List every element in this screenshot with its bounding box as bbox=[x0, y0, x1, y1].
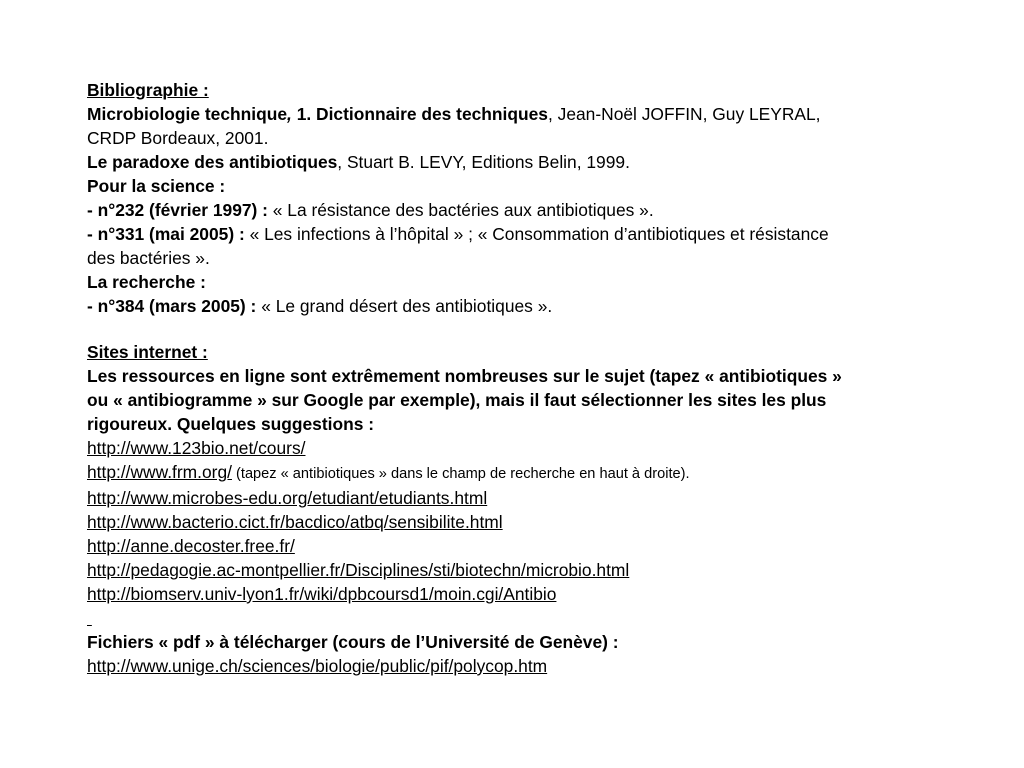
site-link[interactable]: http://anne.decoster.free.fr/ bbox=[87, 536, 295, 556]
pour-la-science-item bbox=[87, 222, 967, 246]
empty-underlined-space bbox=[87, 608, 92, 628]
sites-heading: Sites internet : bbox=[87, 342, 208, 362]
document-page bbox=[87, 78, 967, 678]
sites-intro: rigoureux. Quelques suggestions : bbox=[87, 414, 374, 434]
site-link-row bbox=[87, 534, 967, 558]
article-title: « Le grand désert des antibiotiques ». bbox=[256, 296, 553, 316]
site-link-row bbox=[87, 510, 967, 534]
reference-levy bbox=[87, 150, 967, 174]
site-link[interactable]: http://biomserv.univ-lyon1.fr/wiki/dpbcoursd1/moin.cgi/Antibio bbox=[87, 584, 557, 604]
la-recherche-heading-line bbox=[87, 270, 967, 294]
reference-joffin bbox=[87, 102, 967, 126]
site-link[interactable]: http://pedagogie.ac-montpellier.fr/Disciplines/sti/biotechn/microbio.html bbox=[87, 560, 630, 580]
site-link[interactable]: http://www.microbes-edu.org/etudiant/etudiants.html bbox=[87, 488, 488, 508]
site-link-row bbox=[87, 582, 967, 606]
site-link-note: (tapez « antibiotiques » dans le champ de recherche en haut à droite). bbox=[231, 466, 690, 482]
section-spacer bbox=[87, 318, 967, 340]
pdf-link-row bbox=[87, 654, 967, 678]
bibliography-heading: Bibliographie : bbox=[87, 80, 209, 100]
reference-details: , Stuart B. LEVY, Editions Belin, 1999. bbox=[337, 152, 630, 172]
article-title: « La résistance des bactéries aux antibiotiques ». bbox=[267, 200, 654, 220]
la-recherche-heading: La recherche : bbox=[87, 272, 206, 292]
reference-title: Microbiologie technique bbox=[87, 104, 288, 124]
sites-intro: Les ressources en ligne sont extrêmement nombreuses sur le sujet (tapez « antibiotiques » bbox=[87, 366, 842, 386]
issue-number: - n°331 (mai 2005) : bbox=[87, 224, 245, 244]
article-title: « Les infections à l’hôpital » ; « Consommation d’antibiotiques et résistance bbox=[244, 224, 829, 244]
site-link-row bbox=[87, 486, 967, 510]
reference-title: Le paradoxe des antibiotiques bbox=[87, 152, 338, 172]
reference-punctuation: , bbox=[287, 104, 292, 124]
pour-la-science-item bbox=[87, 198, 967, 222]
issue-number: - n°232 (février 1997) : bbox=[87, 200, 268, 220]
pdf-course-link[interactable]: http://www.unige.ch/sciences/biologie/public/pif/polycop.htm bbox=[87, 656, 548, 676]
site-link-row bbox=[87, 460, 967, 486]
la-recherche-item bbox=[87, 294, 967, 318]
site-link[interactable]: http://www.frm.org/ bbox=[87, 462, 232, 482]
reference-joffin-publisher bbox=[87, 126, 967, 150]
reference-authors: , Jean-Noël JOFFIN, Guy LEYRAL, bbox=[547, 104, 821, 124]
empty-link-row bbox=[87, 606, 967, 630]
sites-section-heading bbox=[87, 340, 967, 364]
reference-subtitle: 1. Dictionnaire des techniques bbox=[291, 104, 548, 124]
site-link-row bbox=[87, 558, 967, 582]
pour-la-science-heading: Pour la science : bbox=[87, 176, 226, 196]
bibliography-section-heading bbox=[87, 78, 967, 102]
site-link[interactable]: http://www.123bio.net/cours/ bbox=[87, 438, 306, 458]
site-link-row bbox=[87, 436, 967, 460]
issue-number: - n°384 (mars 2005) : bbox=[87, 296, 257, 316]
article-title-continued: des bactéries ». bbox=[87, 248, 210, 268]
pour-la-science-heading-line bbox=[87, 174, 967, 198]
site-link[interactable]: http://www.bacterio.cict.fr/bacdico/atbq/sensibilite.html bbox=[87, 512, 503, 532]
reference-publisher: CRDP Bordeaux, 2001. bbox=[87, 128, 269, 148]
sites-intro: ou « antibiogramme » sur Google par exemple), mais il faut sélectionner les sites les plus bbox=[87, 390, 827, 410]
pdf-files-heading: Fichiers « pdf » à télécharger (cours de l’Université de Genève) : bbox=[87, 632, 619, 652]
pour-la-science-item-continued bbox=[87, 246, 967, 270]
